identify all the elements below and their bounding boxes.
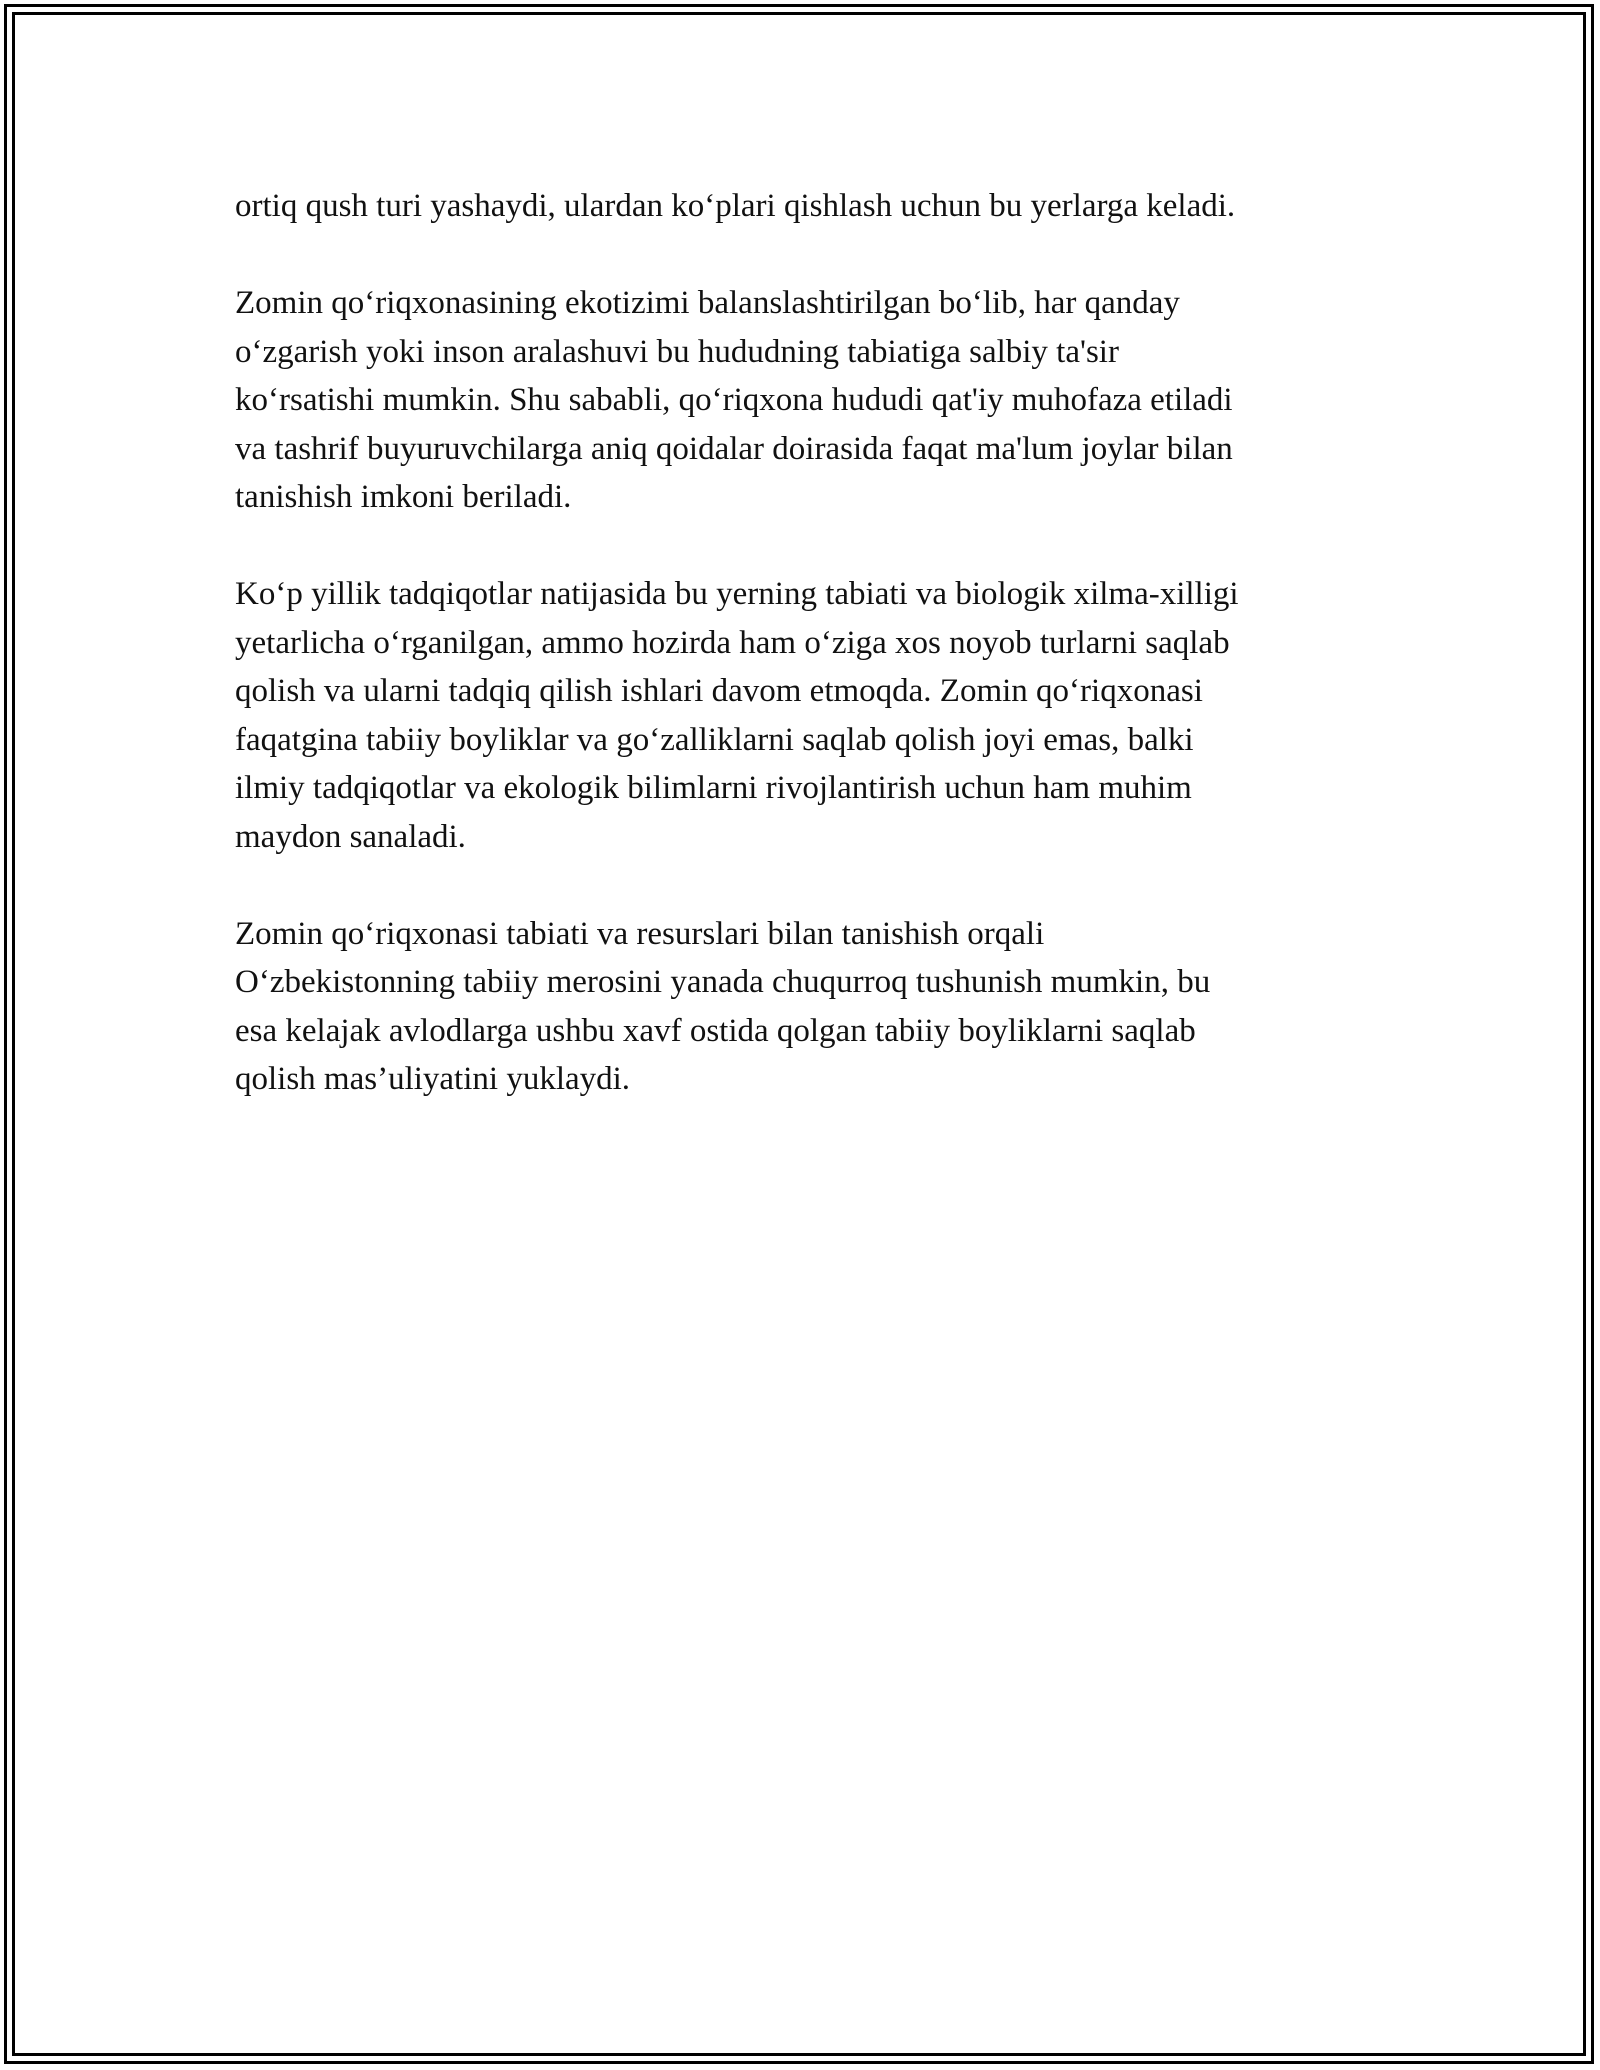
text-line: maydon sanaladi. xyxy=(235,818,466,855)
text-line: Ko‘p yillik tadqiqotlar natijasida bu yerning tabiati va biologik xilma-xilligi xyxy=(235,576,1239,612)
paragraph-4 xyxy=(235,910,1375,1104)
text-line: ortiq qush turi yashaydi, ulardan ko‘plari qishlash uchun bu yerlarga keladi. xyxy=(235,188,1236,224)
text-line: Zomin qo‘riqxonasining ekotizimi balanslashtirilgan bo‘lib, har qanday xyxy=(235,285,1180,321)
text-line: ilmiy tadqiqotlar va ekologik bilimlarni rivojlantirish uchun ham muhim xyxy=(235,770,1192,806)
paragraph-1 xyxy=(235,182,1375,231)
text-line: tanishish imkoni beriladi. xyxy=(235,479,572,515)
text-line: esa kelajak avlodlarga ushbu xavf ostida qolgan tabiiy boyliklarni saqlab xyxy=(235,1012,1196,1049)
text-line: faqatgina tabiiy boyliklar va go‘zalliklarni saqlab qolish joyi emas, balki xyxy=(235,721,1194,758)
text-line: va tashrif buyuruvchilarga aniq qoidalar doirasida faqat ma'lum joylar bilan xyxy=(235,430,1233,467)
text-line: ko‘rsatishi mumkin. Shu sababli, qo‘riqxona hududi qat'iy muhofaza etiladi xyxy=(235,382,1233,418)
text-line: o‘zgarish yoki inson aralashuvi bu hududning tabiatiga salbiy ta'sir xyxy=(235,333,1119,370)
paragraph-3 xyxy=(235,570,1375,861)
paragraph-2 xyxy=(235,279,1375,522)
text-line: qolish mas’uliyatini yuklaydi. xyxy=(235,1061,631,1097)
text-line: O‘zbekistonning tabiiy merosini yanada chuqurroq tushunish mumkin, bu xyxy=(235,964,1211,1000)
text-line: qolish va ularni tadqiq qilish ishlari davom etmoqda. Zomin qo‘riqxonasi xyxy=(235,673,1203,709)
text-line: Zomin qo‘riqxonasi tabiati va resurslari bilan tanishish orqali xyxy=(235,915,1045,952)
document-body xyxy=(235,182,1375,1152)
text-line: yetarlicha o‘rganilgan, ammo hozirda ham o‘ziga xos noyob turlarni saqlab xyxy=(235,624,1230,661)
